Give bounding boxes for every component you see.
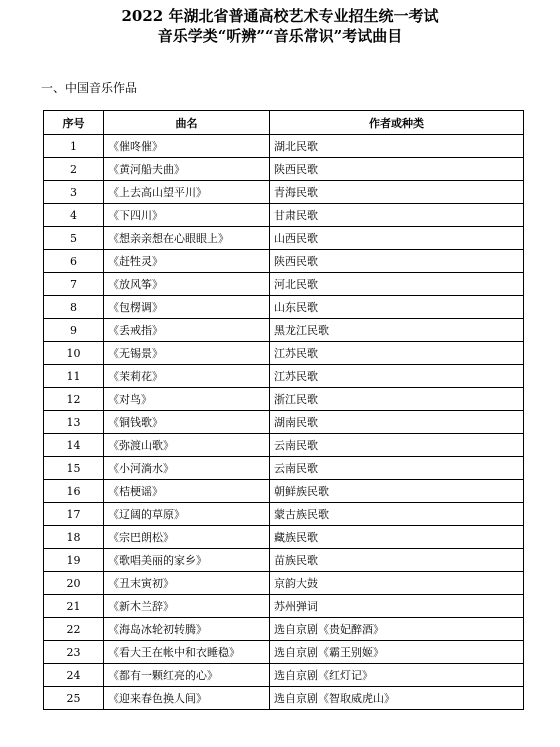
row-name: 《海岛冰轮初转腾》 bbox=[104, 618, 270, 641]
table-row bbox=[44, 641, 524, 664]
table-row bbox=[44, 595, 524, 618]
header-category: 作者或种类 bbox=[270, 111, 524, 135]
row-name: 《对鸟》 bbox=[104, 388, 270, 411]
row-category: 青海民歌 bbox=[270, 181, 524, 204]
row-name: 《包楞调》 bbox=[104, 296, 270, 319]
table-row bbox=[44, 250, 524, 273]
row-category: 选自京剧《贵妃醉酒》 bbox=[270, 618, 524, 641]
header-name: 曲名 bbox=[104, 111, 270, 135]
row-number: 11 bbox=[44, 365, 104, 388]
row-number: 2 bbox=[44, 158, 104, 181]
row-name: 《上去高山望平川》 bbox=[104, 181, 270, 204]
row-category: 湖北民歌 bbox=[270, 135, 524, 158]
row-name: 《下四川》 bbox=[104, 204, 270, 227]
table-row bbox=[44, 526, 524, 549]
row-category: 苏州弹词 bbox=[270, 595, 524, 618]
row-category: 浙江民歌 bbox=[270, 388, 524, 411]
row-name: 《丑末寅初》 bbox=[104, 572, 270, 595]
row-number: 21 bbox=[44, 595, 104, 618]
table-header-row bbox=[44, 111, 524, 135]
document-title: 2022 年湖北省普通高校艺术专业招生统一考试 bbox=[121, 7, 439, 25]
row-number: 25 bbox=[44, 687, 104, 710]
row-number: 5 bbox=[44, 227, 104, 250]
row-number: 1 bbox=[44, 135, 104, 158]
header-number: 序号 bbox=[44, 111, 104, 135]
table-row bbox=[44, 204, 524, 227]
table-row bbox=[44, 480, 524, 503]
row-category: 选自京剧《红灯记》 bbox=[270, 664, 524, 687]
works-table bbox=[43, 110, 524, 710]
row-number: 7 bbox=[44, 273, 104, 296]
row-name: 《辽阔的草原》 bbox=[104, 503, 270, 526]
row-category: 云南民歌 bbox=[270, 434, 524, 457]
table-row bbox=[44, 457, 524, 480]
row-name: 《想亲亲想在心眼眼上》 bbox=[104, 227, 270, 250]
table-row bbox=[44, 365, 524, 388]
row-number: 10 bbox=[44, 342, 104, 365]
table-row bbox=[44, 319, 524, 342]
row-number: 6 bbox=[44, 250, 104, 273]
row-name: 《歌唱美丽的家乡》 bbox=[104, 549, 270, 572]
row-number: 22 bbox=[44, 618, 104, 641]
row-name: 《无锡景》 bbox=[104, 342, 270, 365]
row-category: 选自京剧《智取威虎山》 bbox=[270, 687, 524, 710]
table-row bbox=[44, 273, 524, 296]
row-number: 17 bbox=[44, 503, 104, 526]
row-category: 选自京剧《霸王别姬》 bbox=[270, 641, 524, 664]
row-category: 陕西民歌 bbox=[270, 158, 524, 181]
row-number: 14 bbox=[44, 434, 104, 457]
row-name: 《催咚催》 bbox=[104, 135, 270, 158]
row-name: 《弥渡山歌》 bbox=[104, 434, 270, 457]
section-heading: 一、中国音乐作品 bbox=[41, 81, 138, 95]
row-name: 《铜钱歌》 bbox=[104, 411, 270, 434]
row-name: 《赶牲灵》 bbox=[104, 250, 270, 273]
row-category: 陕西民歌 bbox=[270, 250, 524, 273]
row-category: 山东民歌 bbox=[270, 296, 524, 319]
table-row bbox=[44, 434, 524, 457]
row-name: 《新木兰辞》 bbox=[104, 595, 270, 618]
row-category: 黑龙江民歌 bbox=[270, 319, 524, 342]
row-number: 3 bbox=[44, 181, 104, 204]
table-row bbox=[44, 549, 524, 572]
row-category: 湖南民歌 bbox=[270, 411, 524, 434]
table-row bbox=[44, 135, 524, 158]
row-category: 京韵大鼓 bbox=[270, 572, 524, 595]
document-subtitle: 音乐学类“听辨”“音乐常识”考试曲目 bbox=[157, 27, 403, 45]
row-number: 20 bbox=[44, 572, 104, 595]
row-number: 16 bbox=[44, 480, 104, 503]
row-category: 云南民歌 bbox=[270, 457, 524, 480]
row-name: 《黄河船夫曲》 bbox=[104, 158, 270, 181]
row-name: 《放风筝》 bbox=[104, 273, 270, 296]
row-name: 《宗巴朗松》 bbox=[104, 526, 270, 549]
row-name: 《茉莉花》 bbox=[104, 365, 270, 388]
table-row bbox=[44, 388, 524, 411]
row-name: 《丢戒指》 bbox=[104, 319, 270, 342]
table-row bbox=[44, 227, 524, 250]
row-name: 《看大王在帐中和衣睡稳》 bbox=[104, 641, 270, 664]
row-category: 江苏民歌 bbox=[270, 342, 524, 365]
row-number: 23 bbox=[44, 641, 104, 664]
row-number: 13 bbox=[44, 411, 104, 434]
row-name: 《迎来春色换人间》 bbox=[104, 687, 270, 710]
table-row bbox=[44, 572, 524, 595]
row-name: 《桔梗谣》 bbox=[104, 480, 270, 503]
table-row bbox=[44, 411, 524, 434]
row-number: 12 bbox=[44, 388, 104, 411]
table-row bbox=[44, 296, 524, 319]
row-name: 《小河淌水》 bbox=[104, 457, 270, 480]
row-category: 河北民歌 bbox=[270, 273, 524, 296]
row-name: 《都有一颗红亮的心》 bbox=[104, 664, 270, 687]
table-row bbox=[44, 181, 524, 204]
table-row bbox=[44, 158, 524, 181]
row-category: 甘肃民歌 bbox=[270, 204, 524, 227]
table-row bbox=[44, 503, 524, 526]
row-number: 19 bbox=[44, 549, 104, 572]
row-number: 9 bbox=[44, 319, 104, 342]
row-category: 江苏民歌 bbox=[270, 365, 524, 388]
row-category: 蒙古族民歌 bbox=[270, 503, 524, 526]
table-row bbox=[44, 664, 524, 687]
row-category: 苗族民歌 bbox=[270, 549, 524, 572]
row-category: 朝鲜族民歌 bbox=[270, 480, 524, 503]
row-number: 18 bbox=[44, 526, 104, 549]
row-number: 4 bbox=[44, 204, 104, 227]
table-row bbox=[44, 618, 524, 641]
row-number: 24 bbox=[44, 664, 104, 687]
row-number: 15 bbox=[44, 457, 104, 480]
row-category: 山西民歌 bbox=[270, 227, 524, 250]
table-row bbox=[44, 687, 524, 710]
row-number: 8 bbox=[44, 296, 104, 319]
table-row bbox=[44, 342, 524, 365]
row-category: 藏族民歌 bbox=[270, 526, 524, 549]
